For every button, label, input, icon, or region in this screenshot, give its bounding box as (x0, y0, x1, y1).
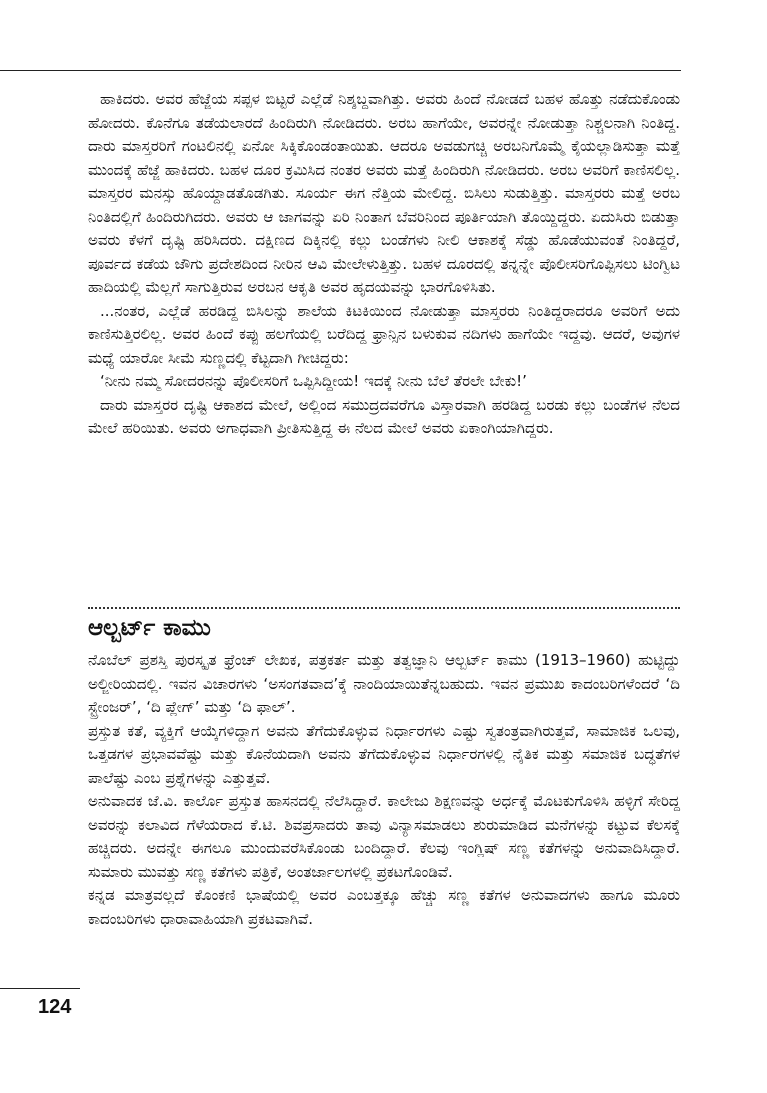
header-rule (0, 70, 681, 71)
story-text (88, 88, 680, 441)
bio-paragraph: ಅನುವಾದಕ ಜೆ.ವಿ. ಕಾರ್ಲೊ ಪ್ರಸ್ತುತ ಹಾಸನದಲ್ಲಿ ನೆಲೆಸಿದ್ದಾರೆ. ಕಾಲೇಜು ಶಿಕ್ಷಣವನ್ನು ಅರ್ಧಕ್ಕೆ ಮೊಟಕುಗೊಳಿಸಿ ಹಳ್ಳಿಗೆ ಸೇರಿದ್ದ ಅವರನ್ನು ಕಲಾವಿದ ಗೆಳೆಯರಾದ ಕೆ.ಟಿ. ಶಿವಪ್ರಸಾದರು ತಾವು ವಿನ್ಯಾಸಮಾಡಲು ಶುರುಮಾಡಿದ ಮನೆಗಳನ್ನು ಕಟ್ಟುವ ಕೆಲಸಕ್ಕೆ ಹಚ್ಚಿದರು. ಅದನ್ನೇ ಈಗಲೂ ಮುಂದುವರೆಸಿಕೊಂಡು ಬಂದಿದ್ದಾರೆ. ಕೆಲವು ಇಂಗ್ಲಿಷ್ ಸಣ್ಣ ಕತೆಗಳನ್ನು ಅನುವಾದಿಸಿದ್ದಾರೆ. ಸುಮಾರು ಮುವತ್ತು ಸಣ್ಣ ಕತೆಗಳು ಪತ್ರಿಕೆ, ಅಂತರ್ಜಾಲಗಳಲ್ಲಿ ಪ್ರಕಟಗೊಂಡಿವೆ. (88, 792, 680, 881)
story-quote: ‘ನೀನು ನಮ್ಮ ಸೋದರನನ್ನು ಪೊಲೀಸರಿಗೆ ಒಪ್ಪಿಸಿದ್ದೀಯ! ಇದಕ್ಕೆ ನೀನು ಬೆಲೆ ತೆರಲೇ ಬೇಕು!’ (100, 372, 527, 390)
author-bio (88, 649, 680, 931)
author-heading: ಆಲ್ಬರ್ಟ್ ಕಾಮು (88, 615, 211, 641)
story-paragraph: ...ನಂತರ, ಎಲ್ಲೆಡೆ ಹರಡಿದ್ದ ಬಿಸಿಲನ್ನು ಶಾಲೆಯ ಕಿಟಕಿಯಿಂದ ನೋಡುತ್ತಾ ಮಾಸ್ತರರು ನಿಂತಿದ್ದರಾದರೂ ಅವರಿಗೆ ಅದು ಕಾಣಿಸುತ್ತಿರಲಿಲ್ಲ. ಅವರ ಹಿಂದೆ ಕಪ್ಪು ಹಲಗೆಯಲ್ಲಿ ಬರೆದಿದ್ದ ಫ್ರಾನ್ಸಿನ ಬಳುಕುವ ನದಿಗಳು ಹಾಗೆಯೇ ಇದ್ದವು. ಆದರೆ, ಅವುಗಳ ಮಧ್ಯೆ ಯಾರೋ ಸೀಮೆ ಸುಣ್ಣದಲ್ಲಿ ಕೆಟ್ಟದಾಗಿ ಗೀಚಿದ್ದರು: (88, 301, 680, 367)
section-divider (88, 607, 680, 609)
bio-paragraph: ಪ್ರಸ್ತುತ ಕತೆ, ವ್ಯಕ್ತಿಗೆ ಆಯ್ಕೆಗಳಿದ್ದಾಗ ಅವನು ತೆಗೆದುಕೊಳ್ಳುವ ನಿರ್ಧಾರಗಳು ಎಷ್ಟು ಸ್ವತಂತ್ರವಾಗಿರುತ್ತವೆ, ಸಾಮಾಜಿಕ ಒಲವು, ಒತ್ತಡಗಳ ಪ್ರಭಾವವೆಷ್ಟು ಮತ್ತು ಕೊನೆಯದಾಗಿ ಅವನು ತೆಗೆದುಕೊಳ್ಳುವ ನಿರ್ಧಾರಗಳಲ್ಲಿ ನೈತಿಕ ಮತ್ತು ಸಮಾಜಿಕ ಬದ್ಧತೆಗಳ ಪಾಲೆಷ್ಟು ಎಂಬ ಪ್ರಶ್ನೆಗಳನ್ನು ಎತ್ತುತ್ತವೆ. (88, 721, 680, 787)
bio-paragraph: ಕನ್ನಡ ಮಾತ್ರವಲ್ಲದೆ ಕೊಂಕಣಿ ಭಾಷೆಯಲ್ಲಿ ಅವರ ಎಂಬತ್ತಕ್ಕೂ ಹೆಚ್ಚು ಸಣ್ಣ ಕತೆಗಳ ಅನುವಾದಗಳು ಹಾಗೂ ಮೂರು ಕಾದಂಬರಿಗಳು ಧಾರಾವಾಹಿಯಾಗಿ ಪ್ರಕಟವಾಗಿವೆ. (88, 886, 680, 928)
story-paragraph: ದಾರು ಮಾಸ್ತರರ ದೃಷ್ಟಿ ಆಕಾಶದ ಮೇಲೆ, ಅಲ್ಲಿಂದ ಸಮುದ್ರದವರೆಗೂ ವಿಸ್ತಾರವಾಗಿ ಹರಡಿದ್ದ ಬರಡು ಕಲ್ಲು ಬಂಡೆಗಳ ನೆಲದ ಮೇಲೆ ಹರಿಯಿತು. ಅವರು ಅಗಾಧವಾಗಿ ಪ್ರೀತಿಸುತ್ತಿದ್ದ ಈ ನೆಲದ ಮೇಲೆ ಅವರು ಏಕಾಂಗಿಯಾಗಿದ್ದರು. (88, 395, 680, 437)
bio-paragraph: ನೊಬೆಲ್ ಪ್ರಶಸ್ತಿ ಪುರಸ್ಕೃತ ಫ್ರೆಂಚ್ ಲೇಖಕ, ಪತ್ರಕರ್ತ ಮತ್ತು ತತ್ವಜ್ಞಾನಿ ಆಲ್ಬರ್ಟ್ ಕಾಮು (1913–1960) ಹುಟ್ಟಿದ್ದು ಅಲ್ಜೀರಿಯದಲ್ಲಿ. ಇವನ ವಿಚಾರಗಳು ‘ಅಸಂಗತವಾದ’ಕ್ಕೆ ನಾಂದಿಯಾಯಿತೆನ್ನಬಹುದು. ಇವನ ಪ್ರಮುಖ ಕಾದಂಬರಿಗಳೆಂದರೆ ‘ದಿ ಸ್ಟ್ರೇಂಜರ್’, ‘ದಿ ಪ್ಲೇಗ್’ ಮತ್ತು ‘ದಿ ಫಾಲ್’. (88, 651, 680, 716)
footer-rule (0, 988, 80, 989)
page-number: 124 (38, 996, 72, 1018)
story-paragraph: ಹಾಕಿದರು. ಅವರ ಹೆಜ್ಜೆಯ ಸಪ್ಪಳ ಬಿಟ್ಟರೆ ಎಲ್ಲೆಡೆ ನಿಶ್ಶಬ್ದವಾಗಿತ್ತು. ಅವರು ಹಿಂದೆ ನೋಡದೆ ಬಹಳ ಹೊತ್ತು ನಡೆದುಕೊಂಡು ಹೋದರು. ಕೊನೆಗೂ ತಡೆಯಲಾರದೆ ಹಿಂದಿರುಗಿ ನೋಡಿದರು. ಅರಬ ಹಾಗೆಯೇ, ಅವರನ್ನೇ ನೋಡುತ್ತಾ ನಿಶ್ಚಲನಾಗಿ ನಿಂತಿದ್ದ. ದಾರು ಮಾಸ್ತರರಿಗೆ ಗಂಟಲಿನಲ್ಲಿ ಏನೋ ಸಿಕ್ಕಿಕೊಂಡಂತಾಯಿತು. ಆದರೂ ಅವಡುಗಚ್ಚಿ ಅರಬನಿಗೊಮ್ಮೆ ಕೈಯಲ್ಲಾಡಿಸುತ್ತಾ ಮತ್ತೆ ಮುಂದಕ್ಕೆ ಹೆಜ್ಜೆ ಹಾಕಿದರು. ಬಹಳ ದೂರ ಕ್ರಮಿಸಿದ ನಂತರ ಅವರು ಮತ್ತೆ ಹಿಂದಿರುಗಿ ನೋಡಿದರು. ಅರಬ ಅವರಿಗೆ ಕಾಣಿಸಲಿಲ್ಲ. ಮಾಸ್ತರರ ಮನಸ್ಸು ಹೊಯ್ದಾಡತೊಡಗಿತು. ಸೂರ್ಯ ಈಗ ನೆತ್ತಿಯ ಮೇಲಿದ್ದ. ಬಿಸಿಲು ಸುಡುತ್ತಿತ್ತು. ಮಾಸ್ತರರು ಮತ್ತೆ ಅರಬ ನಿಂತಿದಲ್ಲಿಗೆ ಹಿಂದಿರುಗಿದರು. ಅವರು ಆ ಜಾಗವನ್ನು ಏರಿ ನಿಂತಾಗ ಬೆವರಿನಿಂದ ಪೂರ್ತಿಯಾಗಿ ತೊಯ್ದಿದ್ದರು. ಏದುಸಿರು ಬಿಡುತ್ತಾ ಅವರು ಕೆಳಗೆ ದೃಷ್ಟಿ ಹರಿಸಿದರು. ದಕ್ಷಿಣದ ದಿಕ್ಕಿನಲ್ಲಿ ಕಲ್ಲು ಬಂಡೆಗಳು ನೀಲಿ ಆಕಾಶಕ್ಕೆ ಸೆಡ್ಡು ಹೊಡೆಯುವಂತೆ ನಿಂತಿದ್ದರೆ, ಪೂರ್ವದ ಕಡೆಯ ಜೌಗು ಪ್ರದೇಶದಿಂದ ನೀರಿನ ಆವಿ ಮೇಲೇಳುತ್ತಿತ್ತು. ಬಹಳ ದೂರದಲ್ಲಿ ತನ್ನನ್ನೇ ಪೊಲೀಸರಿಗೊಪ್ಪಿಸಲು ಟಿಂಗ್ವಿಟ ಹಾದಿಯಲ್ಲಿ ಮೆಲ್ಲಗೆ ಸಾಗುತ್ತಿರುವ ಅರಬನ ಆಕೃತಿ ಅವರ ಹೃದಯವನ್ನು ಭಾರಗೊಳಿಸಿತು. (88, 90, 680, 296)
